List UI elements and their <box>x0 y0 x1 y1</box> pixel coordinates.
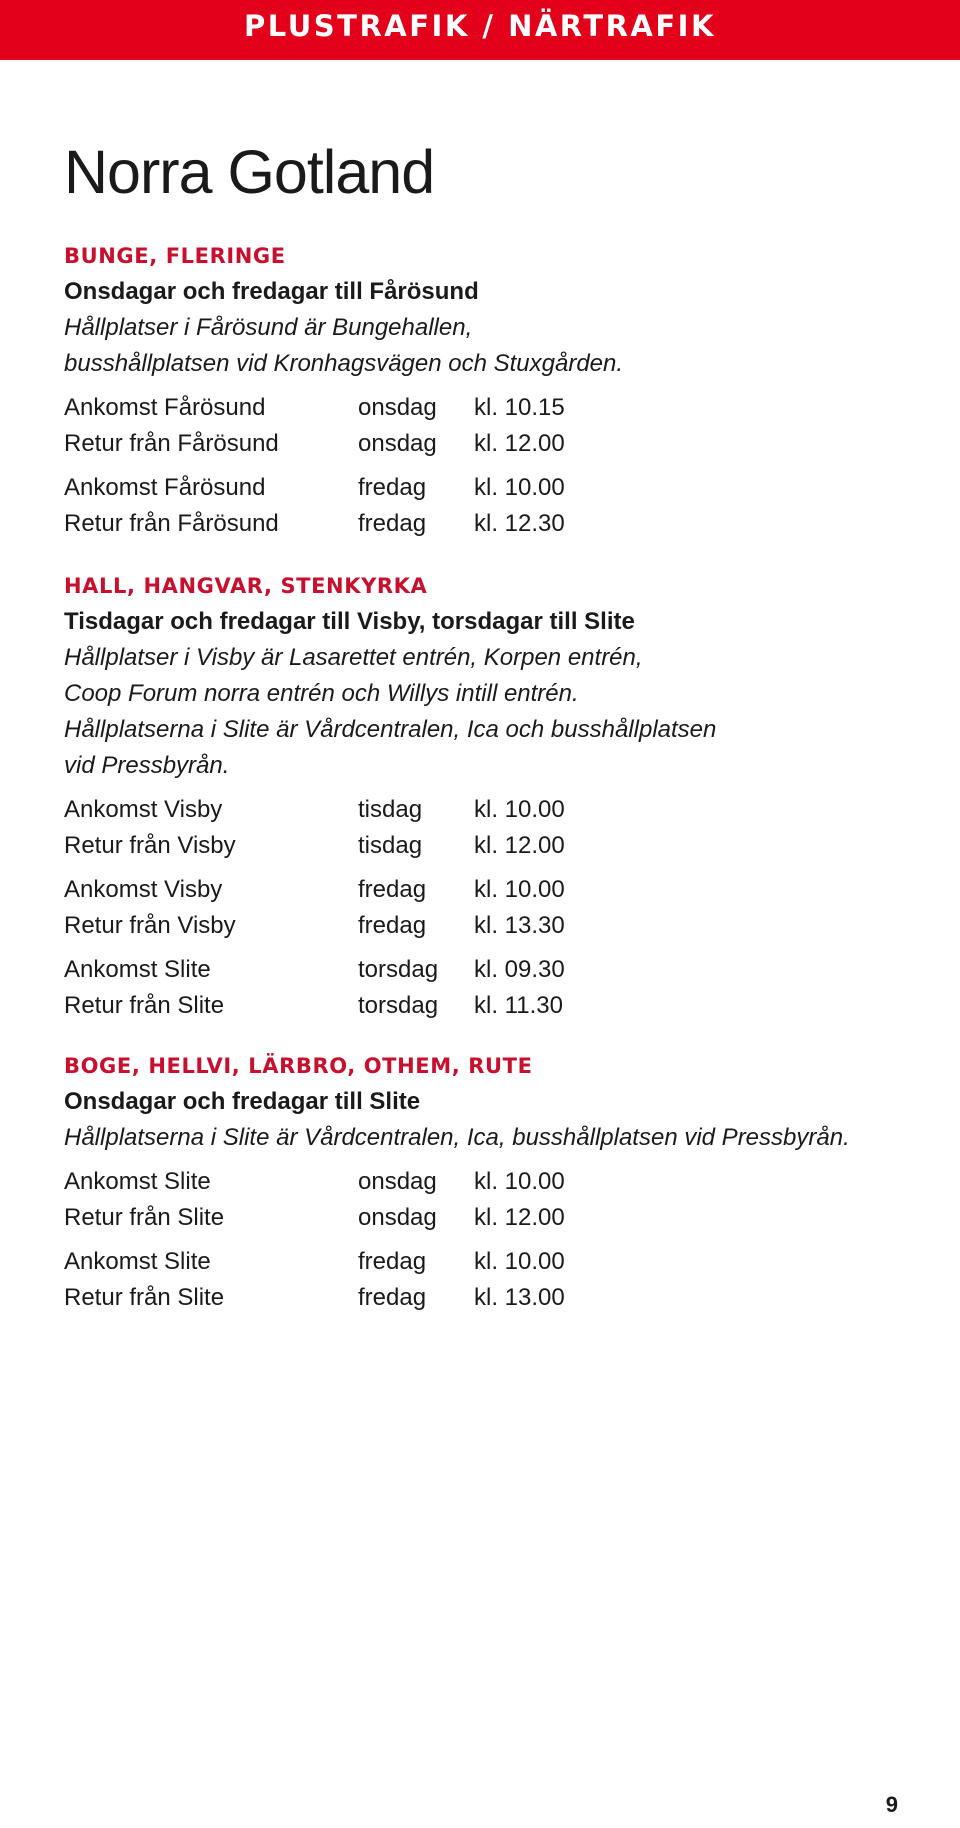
weekday: tisdag <box>358 832 423 859</box>
weekday: onsdag <box>358 430 437 457</box>
weekday: fredag <box>358 876 427 903</box>
stop-name: Retur från Visby <box>64 832 236 859</box>
stop-name: Ankomst Visby <box>64 876 223 903</box>
weekday: torsdag <box>358 956 439 983</box>
weekday: fredag <box>358 474 427 501</box>
schedule-row <box>64 470 924 506</box>
note-line: vid Pressbyrån. <box>64 752 230 779</box>
departure-time: kl. 10.00 <box>474 796 565 823</box>
section-subheading: Onsdagar och fredagar till Slite <box>64 1088 421 1115</box>
schedule-row <box>64 1280 924 1316</box>
schedule-row <box>64 1244 924 1280</box>
weekday: onsdag <box>358 1204 437 1231</box>
schedule-group <box>64 1244 924 1316</box>
page-number: 9 <box>885 1792 898 1817</box>
stop-name: Retur från Slite <box>64 1204 225 1231</box>
schedule-row <box>64 872 924 908</box>
schedule-group <box>64 792 924 864</box>
note-line: Hållplatserna i Slite är Vårdcentralen, Ica, busshållplatsen vid Pressbyrån. <box>64 1124 850 1151</box>
section-subheading: Tisdagar och fredagar till Visby, torsdagar till Slite <box>64 608 635 635</box>
departure-time: kl. 12.30 <box>474 510 565 537</box>
note-line: Hållplatserna i Slite är Vårdcentralen, Ica och busshållplatsen <box>64 716 717 743</box>
departure-time: kl. 10.00 <box>474 1248 565 1275</box>
banner-title: PLUSTRAFIK / NÄRTRAFIK <box>244 9 716 43</box>
weekday: fredag <box>358 912 427 939</box>
stop-name: Ankomst Slite <box>64 956 211 983</box>
stop-name: Retur från Slite <box>64 992 225 1019</box>
schedule-table <box>64 1164 924 1316</box>
departure-time: kl. 09.30 <box>474 956 565 983</box>
stop-info-note <box>64 1120 924 1156</box>
stop-name: Ankomst Fårösund <box>64 394 266 421</box>
weekday: fredag <box>358 510 427 537</box>
departure-time: kl. 12.00 <box>474 430 565 457</box>
departure-time: kl. 12.00 <box>474 832 565 859</box>
schedule-group <box>64 470 924 542</box>
weekday: torsdag <box>358 992 439 1019</box>
departure-time: kl. 11.30 <box>474 992 563 1019</box>
departure-time: kl. 10.15 <box>474 394 565 421</box>
stop-name: Retur från Fårösund <box>64 510 279 537</box>
schedule-group <box>64 390 924 462</box>
stop-name: Retur från Fårösund <box>64 430 279 457</box>
schedule-table <box>64 792 924 1024</box>
departure-time: kl. 12.00 <box>474 1204 565 1231</box>
schedule-row <box>64 506 924 542</box>
schedule-row <box>64 426 924 462</box>
stop-name: Ankomst Slite <box>64 1248 211 1275</box>
departure-time: kl. 10.00 <box>474 474 565 501</box>
note-line: Hållplatser i Visby är Lasarettet entrén, Korpen entrén, <box>64 644 643 671</box>
departure-time: kl. 13.00 <box>474 1284 565 1311</box>
section-heading: BOGE, HELLVI, LÄRBRO, OTHEM, RUTE <box>64 1054 533 1078</box>
schedule-row <box>64 792 924 828</box>
stop-name: Retur från Visby <box>64 912 236 939</box>
schedule-row <box>64 952 924 988</box>
stop-name: Ankomst Slite <box>64 1168 211 1195</box>
weekday: onsdag <box>358 1168 437 1195</box>
stop-name: Ankomst Fårösund <box>64 474 266 501</box>
departure-time: kl. 10.00 <box>474 1168 565 1195</box>
weekday: onsdag <box>358 394 437 421</box>
schedule-row <box>64 390 924 426</box>
page-title: Norra Gotland <box>64 138 435 206</box>
schedule-row <box>64 988 924 1024</box>
schedule-row <box>64 1164 924 1200</box>
departure-time: kl. 10.00 <box>474 876 565 903</box>
section-heading: BUNGE, FLERINGE <box>64 244 286 268</box>
schedule-group <box>64 952 924 1024</box>
schedule-row <box>64 908 924 944</box>
stop-name: Ankomst Visby <box>64 796 223 823</box>
note-line: Hållplatser i Fårösund är Bungehallen, <box>64 314 473 341</box>
weekday: fredag <box>358 1284 427 1311</box>
header-banner <box>0 0 960 60</box>
schedule-group <box>64 872 924 944</box>
stop-name: Retur från Slite <box>64 1284 225 1311</box>
schedule-row <box>64 1200 924 1236</box>
section <box>64 1048 924 1324</box>
weekday: tisdag <box>358 796 423 823</box>
schedule-table <box>64 390 924 542</box>
stop-info-note <box>64 640 924 784</box>
schedule-group <box>64 1164 924 1236</box>
note-line: Coop Forum norra entrén och Willys intill entrén. <box>64 680 579 707</box>
schedule-row <box>64 828 924 864</box>
weekday: fredag <box>358 1248 427 1275</box>
section-heading: HALL, HANGVAR, STENKYRKA <box>64 574 428 598</box>
section-subheading: Onsdagar och fredagar till Fårösund <box>64 278 479 305</box>
departure-time: kl. 13.30 <box>474 912 565 939</box>
note-line: busshållplatsen vid Kronhagsvägen och Stuxgården. <box>64 350 624 377</box>
section <box>64 238 924 550</box>
section <box>64 568 924 1032</box>
stop-info-note <box>64 310 924 382</box>
